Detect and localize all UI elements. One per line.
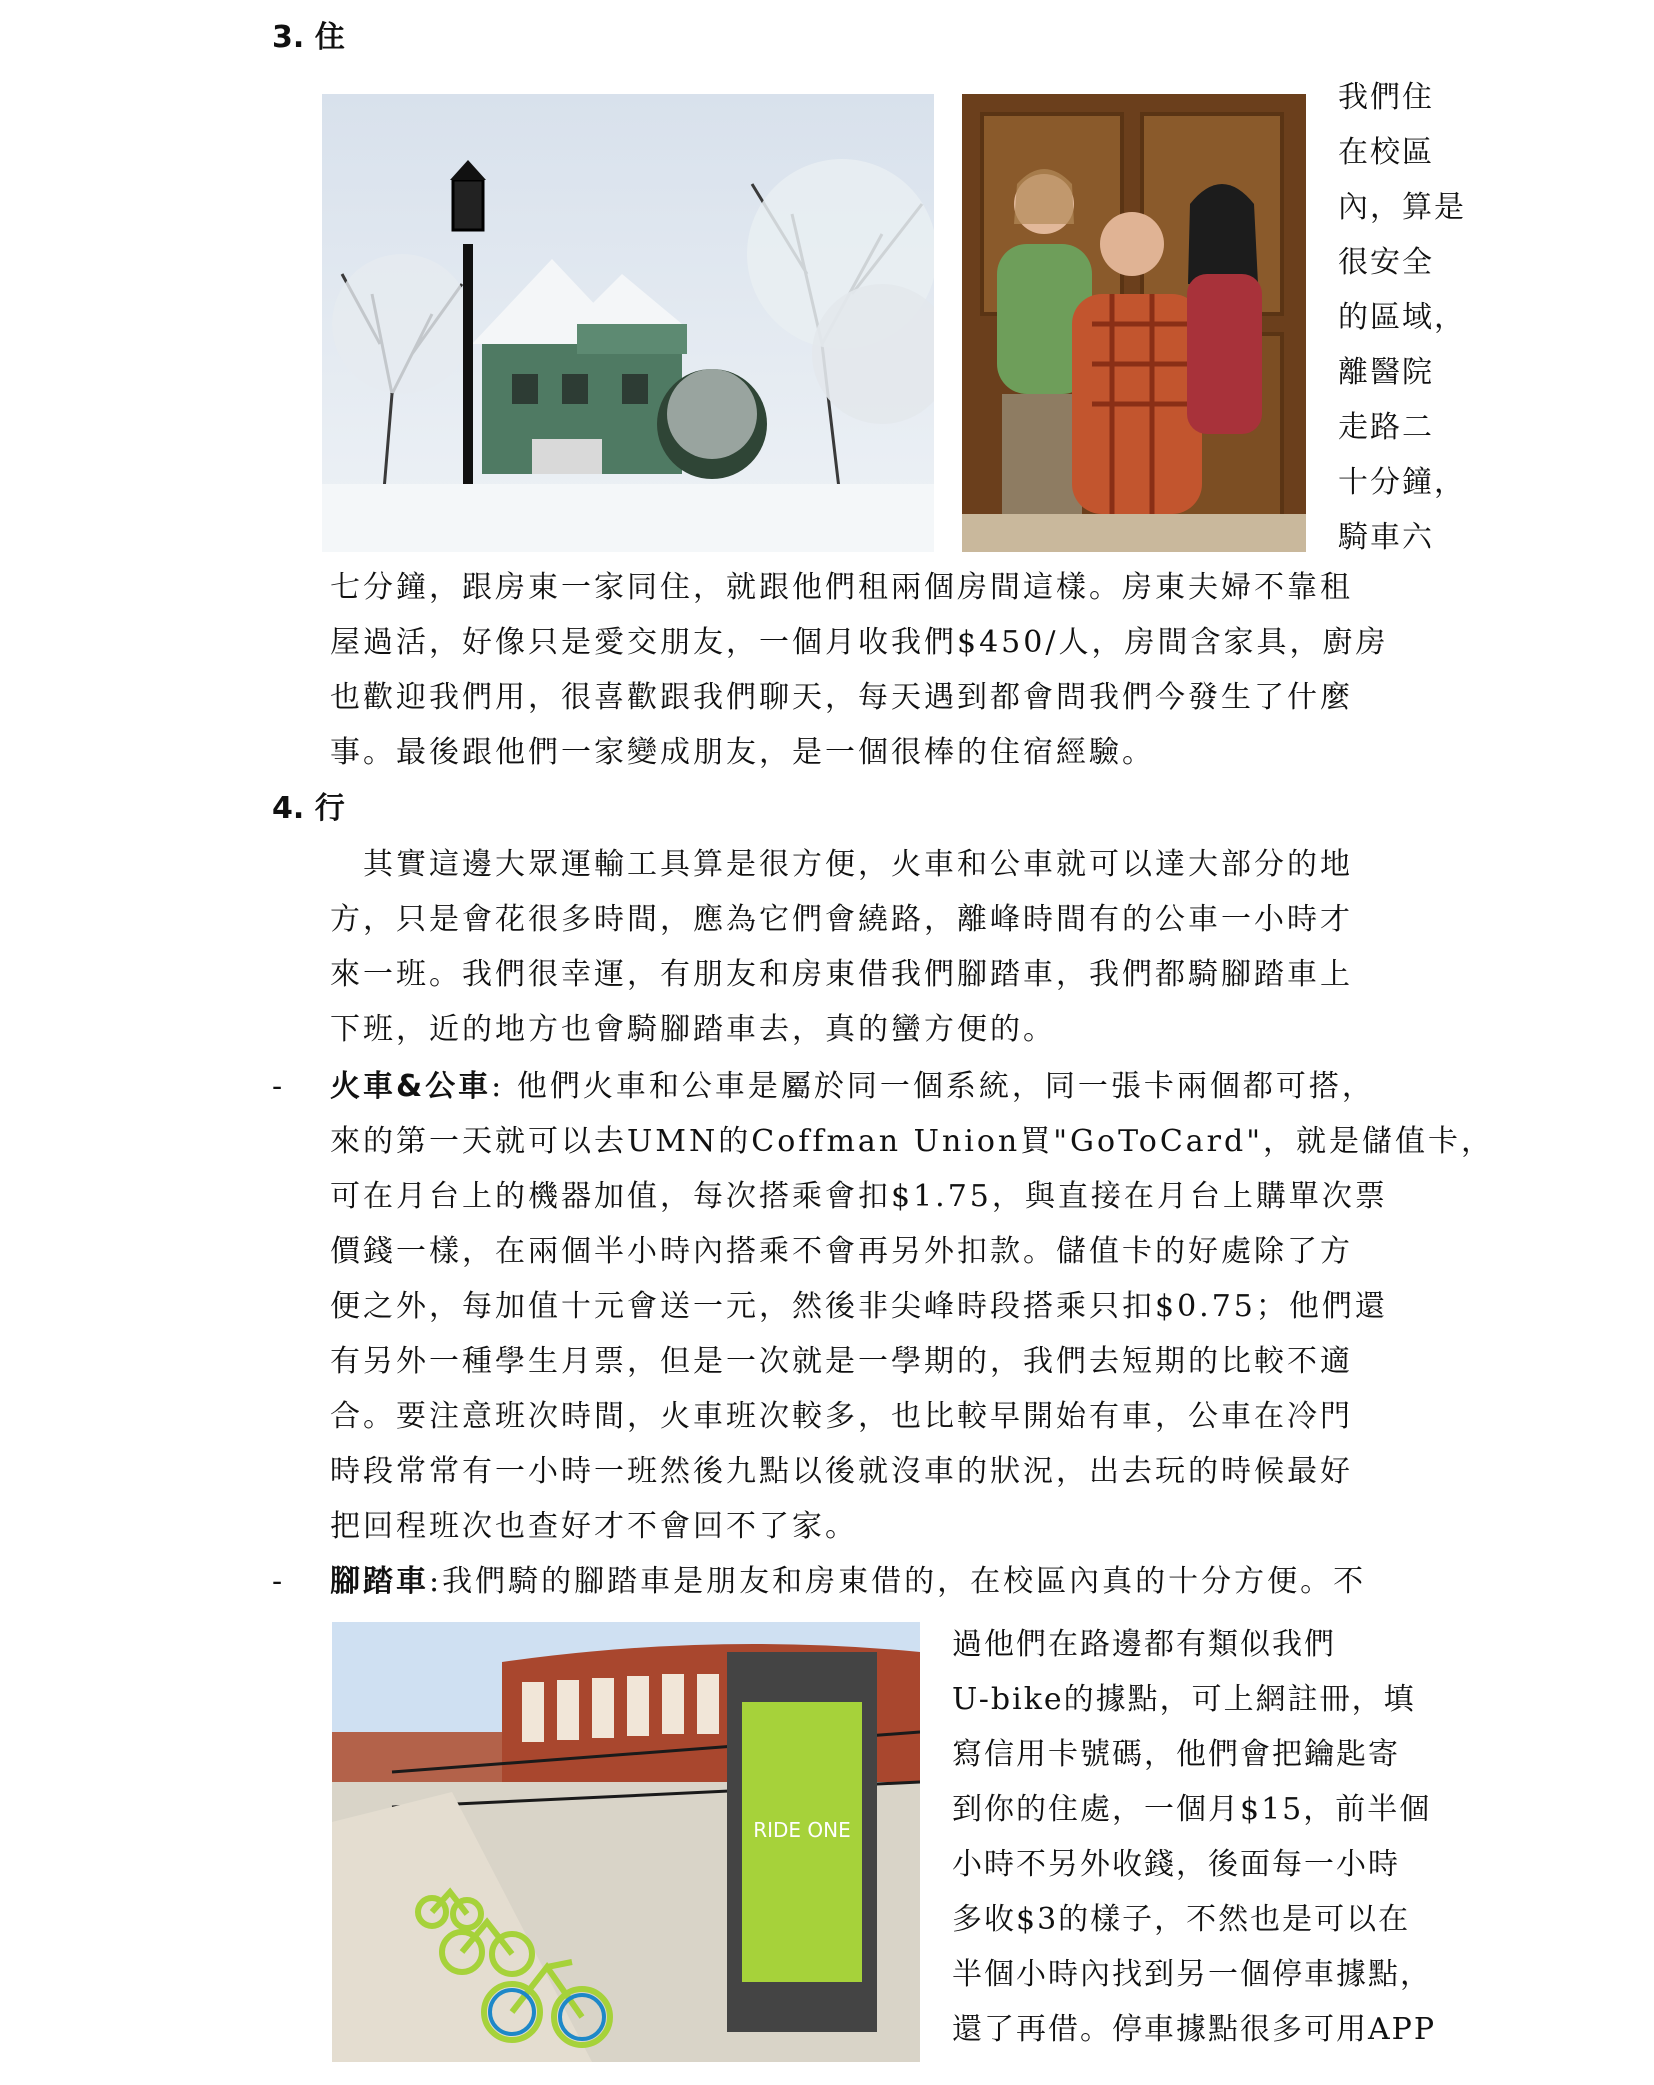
train-bus-first-text: : 他們火車和公車是屬於同一個系統，同一張卡兩個都可搭， (491, 1069, 1375, 1104)
housing-paragraph-line: 七分鐘，跟房東一家同住，就跟他們租兩個房間這樣。房東夫婦不靠租 (330, 570, 1353, 605)
landlord-family-photo (962, 94, 1306, 552)
train-bus-line: 來的第一天就可以去UMN的Coffman Union買"GoToCard"，就是儲值卡， (330, 1124, 1494, 1159)
kiosk-sign-text: RIDE ONE (753, 1818, 851, 1842)
train-bus-first-line (330, 1067, 1375, 1107)
transport-paragraph-line: 其實這邊大眾運輸工具算是很方便，火車和公車就可以達大部分的地 (330, 847, 1353, 882)
bullet-dash: - (272, 1069, 283, 1104)
train-bus-line: 有另外一種學生月票，但是一次就是一學期的，我們去短期的比較不適 (330, 1344, 1353, 1379)
housing-side-text: 我們住 在校區 內，算是 很安全 的區域， 離醫院 走路二 十分鐘， 騎車六 (1338, 80, 1466, 555)
train-bus-line: 時段常常有一小時一班然後九點以後就沒車的狀況，出去玩的時候最好 (330, 1454, 1353, 1489)
bike-share-station-photo (332, 1622, 920, 2062)
train-bus-line: 價錢一樣，在兩個半小時內搭乘不會再另外扣款。儲值卡的好處除了方 (330, 1234, 1353, 1269)
train-bus-line: 把回程班次也查好才不會回不了家。 (330, 1509, 858, 1544)
section-heading-housing: 3. 住 (272, 20, 345, 55)
transport-paragraph-line: 方，只是會花很多時間，應為它們會繞路，離峰時間有的公車一小時才 (330, 902, 1353, 937)
train-bus-label: 火車&公車 (330, 1069, 492, 1104)
transport-paragraph-line: 來一班。我們很幸運，有朋友和房東借我們腳踏車，我們都騎腳踏車上 (330, 957, 1353, 992)
transport-paragraph-line: 下班，近的地方也會騎腳踏車去，真的蠻方便的。 (330, 1012, 1056, 1047)
train-bus-line: 合。要注意班次時間，火車班次較多，也比較早開始有車，公車在冷門 (330, 1399, 1353, 1434)
housing-paragraph-line: 事。最後跟他們一家變成朋友，是一個很棒的住宿經驗。 (330, 735, 1155, 770)
bicycle-first-line (330, 1562, 1366, 1602)
section-heading-transport: 4. 行 (272, 791, 345, 826)
housing-paragraph-line: 也歡迎我們用，很喜歡跟我們聊天，每天遇到都會問我們今發生了什麼 (330, 680, 1353, 715)
bicycle-label: 腳踏車 (330, 1564, 429, 1599)
bullet-dash: - (272, 1564, 283, 1599)
bicycle-side-text: 過他們在路邊都有類似我們 U-bike的據點，可上網註冊，填 寫信用卡號碼，他們會把鑰匙寄 到你的住處，一個月$15，前半個 小時不另外收錢，後面每一小時 多收$3的樣子，不然也是可以在 半個小時內找到另一個停車據點， 還了再借。停車據點很多可用APP (952, 1627, 1437, 2047)
housing-paragraph-line: 屋過活，好像只是愛交朋友，一個月收我們$450/人，房間含家具，廚房 (330, 625, 1389, 660)
train-bus-line: 可在月台上的機器加值，每次搭乘會扣$1.75，與直接在月台上購單次票 (330, 1179, 1388, 1214)
snowy-house-photo (322, 94, 934, 552)
train-bus-line: 便之外，每加值十元會送一元，然後非尖峰時段搭乘只扣$0.75；他們還 (330, 1289, 1388, 1324)
bicycle-first-text: :我們騎的腳踏車是朋友和房東借的，在校區內真的十分方便。不 (429, 1564, 1367, 1599)
